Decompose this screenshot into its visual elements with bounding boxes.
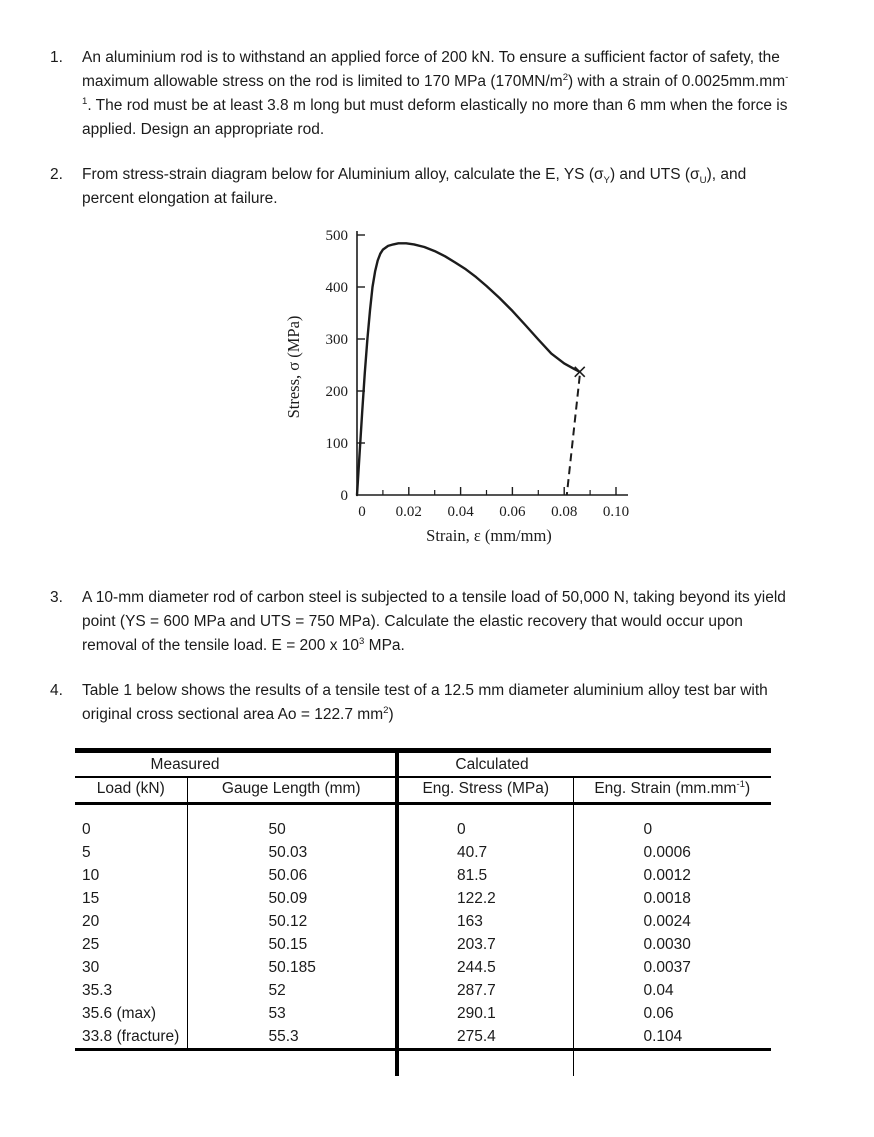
column-header-load: Load (kN) — [75, 777, 187, 804]
table-cell: 35.3 — [75, 979, 187, 1002]
table-row — [75, 887, 771, 910]
table-row — [75, 1025, 771, 1050]
table-cell: 290.1 — [397, 1002, 573, 1025]
table-cell: 50.06 — [187, 864, 397, 887]
table-cell: 50 — [187, 804, 397, 842]
table-row — [75, 979, 771, 1002]
table-row — [75, 933, 771, 956]
table-row — [75, 804, 771, 842]
table-cell: 50.12 — [187, 910, 397, 933]
column-header-eng-strain: Eng. Strain $(mm.mm^{-1})$ — [573, 777, 771, 804]
table-cell: 10 — [75, 864, 187, 887]
table-rule-extension-cell — [187, 1050, 397, 1076]
table-cell: 0.104 — [573, 1025, 771, 1050]
y-axis-label: Stress, σ (MPa) — [284, 315, 303, 419]
column-header-eng-stress: Eng. Stress (MPa) — [397, 777, 573, 804]
table-cell: 0 — [643, 821, 653, 838]
table-cell: 50.03 — [187, 841, 397, 864]
problem-text: An aluminium rod is to withstand an applied force of 200 kN. To ensure a sufficient factor of safety, the maximum allowable stress on the rod is limited to 170 MPa $(170MN/m^2)$ with a strain of $0.0025mm.mm^{-1}$. The rod must be at least 3.8 m long but must deform elastically no more than 6 mm when the force is applied. Design an appropriate rod. — [82, 49, 789, 138]
table-rule-extension-cell — [573, 1050, 771, 1076]
table-column-header-row — [75, 777, 771, 804]
y-tick-label: 500 — [325, 228, 348, 244]
table-rule-extension-cell — [75, 1050, 187, 1076]
elastic-recovery-dashed-line — [567, 376, 580, 495]
table-row — [75, 956, 771, 979]
table-cell: 50.185 — [187, 956, 397, 979]
problem-number: 4. — [50, 682, 63, 699]
table-row — [75, 1002, 771, 1025]
problem-2 — [50, 163, 824, 211]
problem-1 — [50, 46, 824, 142]
table-cell: 81.5 — [397, 864, 573, 887]
table-cell: 20 — [75, 910, 187, 933]
y-tick-label: 100 — [325, 436, 348, 452]
table-group-header-row — [75, 751, 771, 778]
table-cell: 0.0030 — [643, 936, 691, 953]
y-tick-label: 200 — [325, 384, 348, 400]
table-cell: 53 — [187, 1002, 397, 1025]
problem-number: 1. — [50, 49, 63, 66]
table-rule-extension — [75, 1050, 771, 1076]
x-tick-label: 0.10 — [602, 504, 630, 520]
stress-strain-chart-svg — [282, 227, 634, 545]
table-cell: 287.7 — [397, 979, 573, 1002]
table-cell: 15 — [75, 887, 187, 910]
problem-text: Table 1 below shows the results of a tensile test of a 12.5 mm diameter aluminium alloy test bar with original cross sectional area Ao = 122.7 $mm^2$) — [82, 682, 768, 723]
problem-text: A 10-mm diameter rod of carbon steel is subjected to a tensile load of 50,000 N, taking beyond its yield point (YS = 600 MPa and UTS = 750 MPa). Calculate the elastic recovery that would occur upon removal of the tensile load. E = 200 x $10^3$ MPa. — [82, 589, 786, 654]
problem-4 — [50, 679, 824, 727]
x-tick-label: 0.04 — [447, 504, 474, 520]
x-tick-label: 0.02 — [395, 504, 422, 520]
table-cell: 50.15 — [187, 933, 397, 956]
y-tick-label: 300 — [325, 332, 348, 348]
table-cell: 35.6 (max) — [75, 1002, 187, 1025]
table-cell: 0.0037 — [643, 959, 691, 976]
table-body — [75, 804, 771, 1076]
table-cell: 0.0024 — [643, 913, 691, 930]
x-tick-label: 0 — [358, 504, 366, 520]
table-cell: 163 — [397, 910, 573, 933]
table-cell: 33.8 (fracture) — [75, 1025, 187, 1050]
table-cell: 55.3 — [187, 1025, 397, 1050]
problem-number: 3. — [50, 589, 63, 606]
table-row — [75, 864, 771, 887]
problem-3 — [50, 586, 824, 658]
table-cell: 203.7 — [397, 933, 573, 956]
table-cell: 0.04 — [643, 982, 674, 999]
problem-number: 2. — [50, 166, 63, 183]
y-tick-label: 400 — [325, 280, 348, 296]
x-tick-label: 0.08 — [551, 504, 578, 520]
x-tick-label: 0.06 — [499, 504, 526, 520]
table-row — [75, 841, 771, 864]
x-axis-label: Strain, ε (mm/mm) — [426, 526, 552, 545]
table-cell: 25 — [75, 933, 187, 956]
table-cell: 5 — [75, 841, 187, 864]
table-cell: 122.2 — [397, 887, 573, 910]
table-cell: 30 — [75, 956, 187, 979]
table-cell: 0 — [75, 804, 187, 842]
table-cell: 40.7 — [397, 841, 573, 864]
table-cell: 244.5 — [397, 956, 573, 979]
y-tick-label: 0 — [340, 488, 348, 504]
table-cell: 52 — [187, 979, 397, 1002]
table-cell: 0 — [397, 804, 573, 842]
problem-text: From stress-strain diagram below for Aluminium alloy, calculate the E, YS $(\sigma_Y)$ and UTS $(\sigma_U)$, and percent elongation at failure. — [82, 166, 747, 207]
table-cell: 275.4 — [397, 1025, 573, 1050]
stress-strain-curve — [357, 243, 580, 495]
column-header-gauge-length: Gauge Length (mm) — [187, 777, 397, 804]
tensile-test-table — [75, 748, 771, 1076]
table-cell: 0.0018 — [643, 890, 691, 907]
table-group-header-measured: Measured — [75, 751, 397, 778]
table-cell: 0.0006 — [643, 844, 691, 861]
table-rule-extension-cell — [397, 1050, 573, 1076]
stress-strain-chart — [282, 227, 634, 550]
table-cell: 0.0012 — [643, 867, 691, 884]
table-cell: 50.09 — [187, 887, 397, 910]
table-cell: 0.06 — [643, 1005, 674, 1022]
table-group-header-calculated: Calculated — [397, 751, 771, 778]
table-row — [75, 910, 771, 933]
